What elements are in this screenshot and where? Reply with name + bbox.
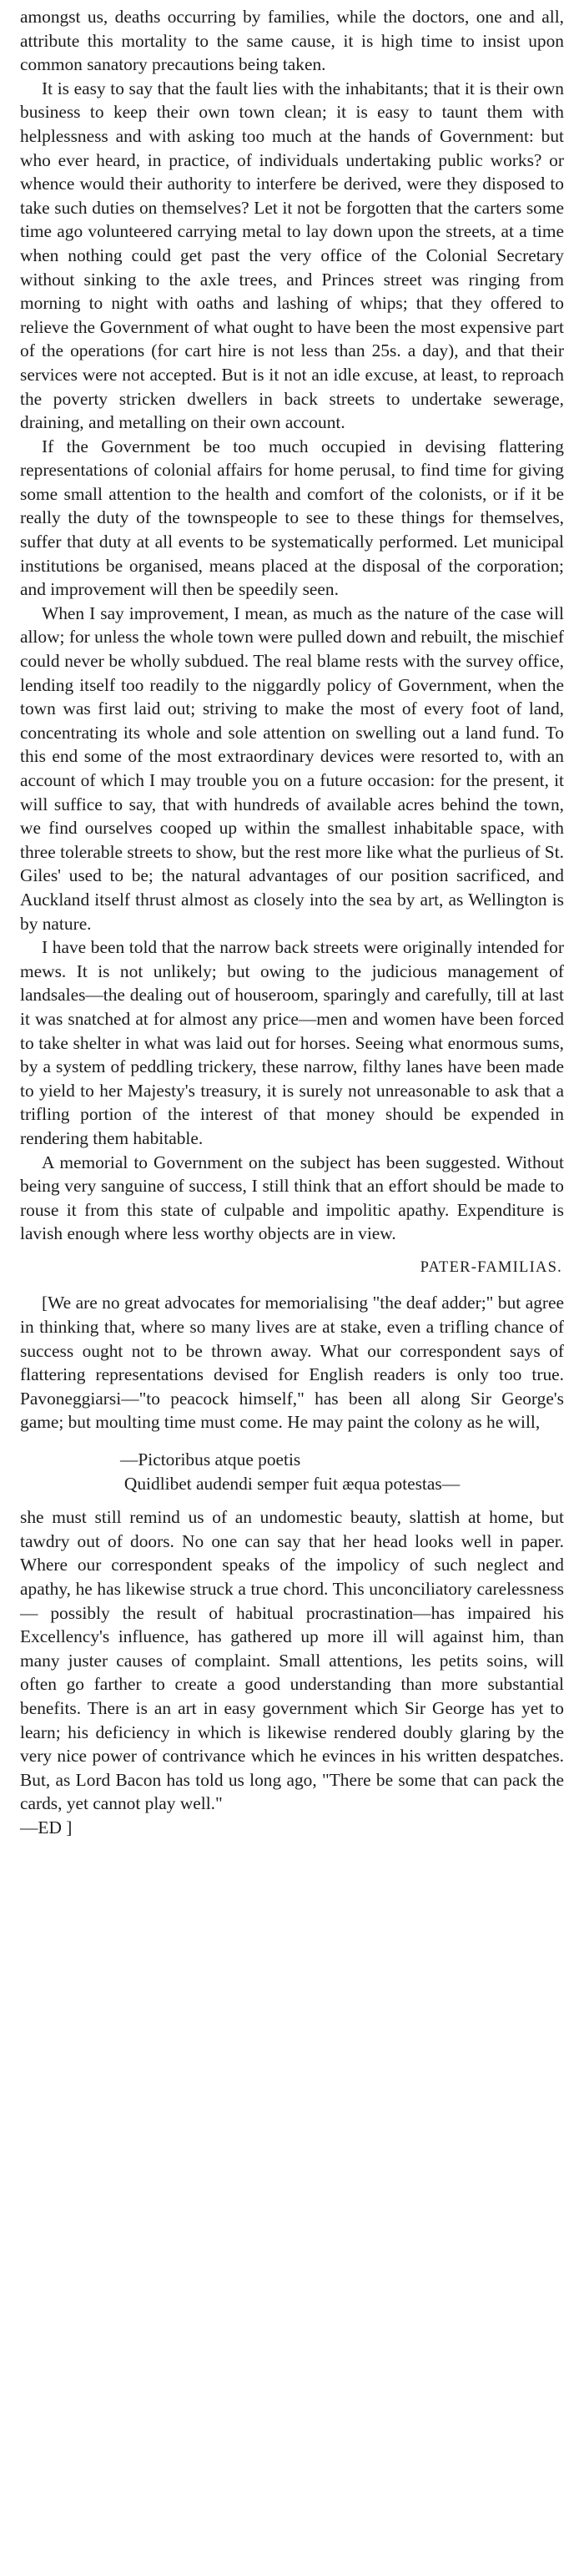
article-paragraph-1: amongst us, deaths occurring by families, while the doctors, one and all, attribute this mortality to the same cause, it is high time to insist upon common sanatory precautions being taken. (20, 7, 564, 75)
editor-note-paragraph-2: she must still remind us of an undomestic beauty, slattish at home, but tawdry out of doors. No one can say that her head looks well in paper. Where our correspondent speaks of the impolicy of such neglect and apathy, he has likewise struck a true chord. This unconciliatory carelessness — possibly the result of habitual procrastination—has impaired his Excellency's influence, has gathered up more ill will against him, than many juster causes of complaint. Small attentions, les petits soins, will often go farther to create a good understanding than more substantial benefits. There is an art in easy government which Sir George has yet to learn; his deficiency in which is likewise rendered doubly glaring by the very nice power of contrivance which he evinces in his written despatches. But, as Lord Bacon has told us long ago, "There be some that can pack the cards, yet cannot play well." (20, 1507, 564, 1814)
article-paragraph-2: It is easy to say that the fault lies with the inhabitants; that it is their own business to keep their own town clean; it is easy to taunt them with helplessness and with asking too much at the hands of Government: but who ever heard, in practice, of individuals undertaking public works? or whence would their authority to interfere be derived, were they disposed to take such duties on themselves? Let it not be forgotten that the carters some time ago volunteered carrying metal to lay down upon the streets, at a time when nothing could get past the very office of the Colonial Secretary without sinking to the axle trees, and Princes street was ringing from morning to night with oaths and lashing of whips; that they offered to relieve the Government of what ought to have been the most expensive part of the operations (for cart hire is not less than 25s. a day), and that their services were not accepted. But is it not an idle excuse, at least, to reproach the poverty stricken dwellers in back streets to undertake sewerage, draining, and metalling on their own account. (20, 78, 564, 433)
article-paragraph-5: I have been told that the narrow back streets were originally intended for mews. It is not unlikely; but owing to the judicious management of landsales—the dealing out of houseroom, sparingly and carefully, till at last it was snatched at for almost any price—men and women have been forced to take shelter in what was laid out for horses. Seeing what enormous sums, by a system of peddling trickery, these narrow, filthy lanes have been made to yield to her Majesty's treasury, it is surely not unreasonable to ask that a trifling portion of the interest of that money should be expended in rendering them habitable. (20, 937, 564, 1148)
latin-quote-line-1: —Pictoribus atque poetis (120, 1449, 301, 1470)
article-paragraph-4: When I say improvement, I mean, as much as the nature of the case will allow; for unless the whole town were pulled down and rebuilt, the mischief could never be wholly subdued. The real blame rests with the survey office, lending itself too readily to the niggardly policy of Government, when the town was first laid out; striving to make the most of every foot of land, concentrating its whole and sole attention on swelling out a land fund. To this end some of the most extraordinary devices were resorted to, with an account of which I may trouble you on a future occasion: for the present, it will suffice to say, that with hundreds of available acres behind the town, we find ourselves cooped up within the smallest inhabitable space, with three tolerable streets to show, but the rest more like what the purlieus of St. Giles' used to be; the natural advantages of our position sacrificed, and Auckland itself thrust almost as closely into the sea by art, as Wellington is by nature. (20, 602, 564, 934)
article-paragraph-3: If the Government be too much occupied in devising flattering representations of colonial affairs for home perusal, to find time for giving some small attention to the health and comfort of the colonists, or if it be really the duty of the townspeople to see to these things for themselves, suffer that duty at all events to be systematically performed. Let municipal institutions be organised, means placed at the disposal of the corporation; and improvement will then be speedily seen. (20, 436, 564, 600)
article-paragraph-6: A memorial to Government on the subject has been suggested. Without being very sanguine of success, I still think that an effort should be made to rouse it from this state of culpable and impolitic apathy. Expenditure is lavish enough where less worthy objects are in view. (20, 1152, 564, 1244)
editor-note-paragraph-1: [We are no great advocates for memorialising "the deaf adder;" but agree in thinking that, where so many lives are at stake, even a trifling chance of success ought not to be thrown away. What our correspondent says of flattering representations devised for English readers is only too true. Pavoneggiarsi—"to peacock himself," has been all along Sir George's game; but moulting time must come. He may paint the colony as he will, (20, 1293, 564, 1433)
author-signature: PATER-FAMILIAS. (420, 1258, 562, 1276)
latin-quote-line-2: Quidlibet audendi semper fuit æqua potestas— (123, 1473, 461, 1494)
editor-sign-off: —ED ] (20, 1817, 73, 1837)
newspaper-column (20, 5, 564, 1840)
